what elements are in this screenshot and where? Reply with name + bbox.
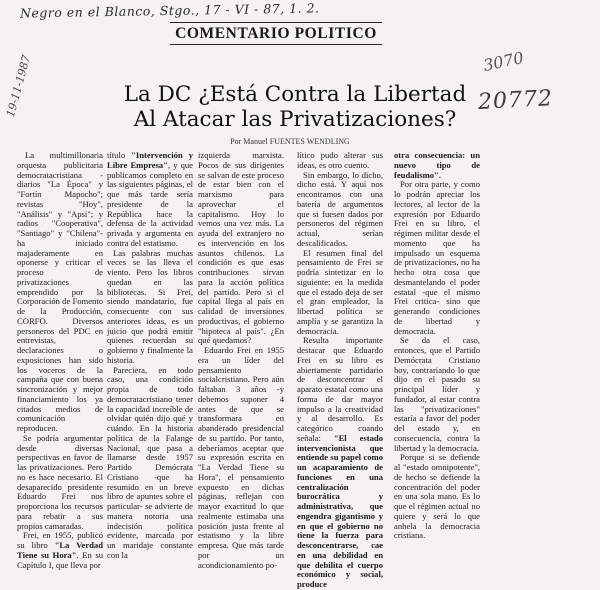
article-column-1 bbox=[17, 151, 103, 570]
paragraph: Por otra parte, y como lo podrán apreciar los lectores, al lector de la expresión por Eduardo Frei en su libro, el régimen militar desde el momento que ha impulsado un esquema de privatizaciones, no ha hecho otra cosa que desmantelando el poder estatal -que el mismo Frei critica- sino que generando condiciones de libertad y democracia. bbox=[394, 179, 480, 336]
paragraph: Pareciera, en todo caso, una condición propia de todo democratacristiano tener la capacidad increíble de olvidar quién dijo qué y cuándo. En la historia política de la Falange Nacional, que pasa a llamarse desde 1957 Partido Demócrata Cristiano -que ha resumido en un breve libro de apuntes sobre el particular- se advierte de manera notoria una indecisión política evidente, marcada por un maridaje constante con la bbox=[107, 364, 193, 560]
paragraph: Se da el caso, entonces, que el Partido Demócrata Cristiano hoy, contrariando lo que dijo en el pasado su principal líder y fundador, al estar contra las "privatizaciones" estaría a favor del poder del estado y, en consecuencia, contra la libertad y la democracia. bbox=[394, 335, 480, 453]
handwritten-code-1: 3070 bbox=[481, 47, 526, 76]
paragraph: El resumen final del pensamiento de Frei se podría sintetizar en lo siguiente: en la medida que el estado deja de ser el gran empleador, la libertad política se amplía y se garantiza la democracia. bbox=[297, 247, 383, 336]
headline-line-2: Al Atacar las Privatizaciones? bbox=[133, 107, 457, 132]
paragraph: Frei, en 1955, publicó su libro "La Verdad Tiene su Hora". En su Capítulo I, que lleva por bbox=[17, 530, 103, 570]
paragraph: Resulta importante destacar que Eduardo Frei en su libro es abiertamente partidario de desconcentrar el aparato estatal como una forma de dar mayor impulso a la creatividad y al desarrollo. Es categórico cuando señala: "El estado intervencionista que entiende su papel como un acaparamiento de funciones en una centralización burocrática y administrativa, que engendra gigantismo y en que el gobierno no tiene la fuerza para desconcentrarse, cae en una debilidad en que debilita el cuerpo económico y social, produce bbox=[297, 335, 384, 589]
article-column-4 bbox=[297, 151, 383, 590]
book-title: "La Verdad Tiene su Hora" bbox=[17, 540, 103, 560]
byline: Por Manuel FUENTES WENDLING bbox=[230, 137, 350, 146]
article-column-2 bbox=[107, 151, 193, 561]
quoted-text: "El estado intervencionista que entiende su papel como un acaparamiento de funciones en una centralización burocrática y administrativa, que engendra gigantismo y en que el gobierno no tiene la fuerza para desconcentrarse, cae en una debilidad en que debilita el cuerpo económico y social, produce bbox=[297, 432, 384, 589]
paragraph: Eduardo Frei en 1955 era un líder del pensamiento socialcristiano. Pero aún faltaban 3 años -y debemos suponer 4 antes de que se transformara en abanderado presidencial de su partido. Por tanto, deberíamos aceptar que su expresión escrita en "La Verdad Tiene su Hora", el pensamiento expuesto en dichas páginas, reflejan con mayor exactitud lo que realmente estimaba una posición justa frente al estatismo y la libre empresa. Que más tarde por un acondicionamiento po- bbox=[198, 345, 284, 570]
handwritten-source-note: Negro en el Blanco, Stgo., 17 - VI - 87, 1. 2. bbox=[19, 0, 320, 21]
handwritten-code-2: 20772 bbox=[477, 86, 554, 115]
paragraph: La multimillonaria orquesta publicitaria democratacristiana -diarios "La Época" y "Fortín Mapocho"; revistas "Hoy", "Análisis" y "Apsi"; y radios "Cooperativa", "Santiago" y "Chilena"- ha iniciado majaderamente en oponerse y criticar el proceso de privatizaciones emprendido por la Corporación de Fomento de la Producción, CORFO. Diversos personeros del PDC en entrevistas, declaraciones o exposiciones han sido los voceros de la campaña que con buena sincronización y mejor financiamiento los ya citados medios de comunicación reproducen. bbox=[17, 150, 103, 433]
chapter-title: "Intervención y Libre Empresa" bbox=[107, 150, 194, 170]
paragraph: Se podría argumentar desde diversas perspectivas en favor de las privatizaciones. Pero no es hace necesario. El desaparecido presidente Eduardo Frei nos proporciona los recursos para rebatir a sus propios camaradas. bbox=[17, 432, 103, 531]
section-title: COMENTARIO POLITICO bbox=[175, 25, 377, 42]
paragraph: Las palabras muchas veces se las lleva el viento. Pero los libros quedan en las bibliotecas. Si Frei, siendo mandatario, fue consecuente con sus anteriores ideas, es un juicio que podrá emitir quienes recuerdan su gobierno y finalmente la historia. bbox=[107, 247, 193, 365]
section-header bbox=[170, 22, 382, 45]
paragraph: lítico pudo alterar sus ideas, es otro cuento. bbox=[297, 150, 383, 170]
headline bbox=[105, 82, 485, 132]
paragraph: izquierda marxista. Pocos de sus dirigentes se salvan de este proceso de estar bien con el marxismo para aprovechar el capitalismo. Hoy lo vemos una vez más. La ayuda del extranjero no es intervención en los asuntos chilenos. La condición es que esas contribuciones sirvan para la acción política del partido. Pero si el capital llega al país en calidad de inversiones productivas, el gobierno "hipoteca al país". ¿En qué quedamos? bbox=[198, 150, 284, 346]
article-column-5 bbox=[394, 151, 480, 541]
paragraph: título "Intervención y Libre Empresa", y que publicamos completo en las siguientes páginas, el que más tarde sería presidente de la República hace la defensa de la actividad privada y argumenta en contra del estatismo. bbox=[107, 150, 194, 248]
handwritten-date: 19-11-1987 bbox=[4, 53, 33, 119]
quoted-text-end: otra consecuencia: un nuevo tipo de feudalismo". bbox=[394, 150, 480, 180]
paragraph: Sin embargo, lo dicho, dicho está. Y aquí nos encontramos con una batería de argumentos que si fuesen dados por personeros del régimen actual, serían descalificados. bbox=[297, 169, 383, 248]
paragraph: Porque si se defiende al "estado omnipotente", de hecho se defiende la concentración del poder en una sola mano. Es lo que el régimen actual no quiere y será lo que anhela la democracia cristiana. bbox=[394, 452, 480, 541]
article-column-3 bbox=[198, 151, 284, 570]
headline-line-1: La DC ¿Está Contra la Libertad bbox=[123, 82, 467, 107]
